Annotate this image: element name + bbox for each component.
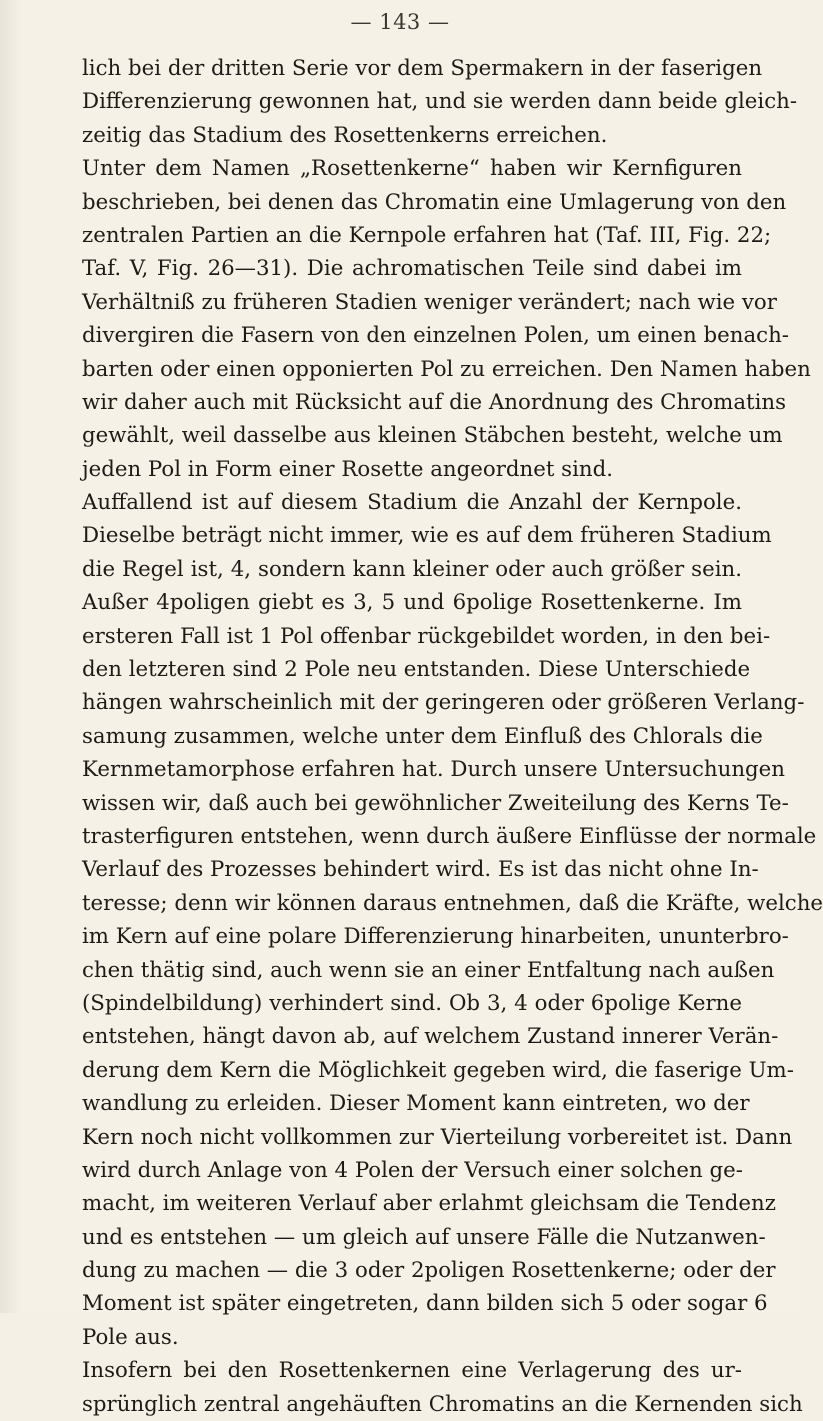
text-line: im Kern auf eine polare Differenzierung hinarbeiten, ununterbro- — [82, 924, 789, 950]
text-line: wandlung zu erleiden. Dieser Moment kann eintreten, wo der — [82, 1091, 750, 1117]
text-line: Auffallend ist auf diesem Stadium die Anzahl der Kernpole. — [82, 490, 742, 516]
text-line: Dieselbe beträgt nicht immer, wie es auf dem früheren Stadium — [82, 523, 772, 549]
text-line: Verhältniß zu früheren Stadien weniger verändert; nach wie vor — [82, 289, 777, 315]
text-line: beschrieben, bei denen das Chromatin eine Umlagerung von den — [82, 189, 787, 215]
text-line: derung dem Kern die Möglichkeit gegeben wird, die faserige Um- — [82, 1057, 794, 1083]
text-line: zeitig das Stadium des Rosettenkerns erreichen. — [82, 122, 608, 148]
text-line: Verlauf des Prozesses behindert wird. Es ist das nicht ohne In- — [82, 857, 759, 883]
text-line: sprünglich zentral angehäuften Chromatins an die Kernenden sich — [82, 1391, 803, 1417]
text-line: hängen wahrscheinlich mit der geringeren oder größeren Verlang- — [82, 690, 805, 716]
text-line: wird durch Anlage von 4 Polen der Versuch einer solchen ge- — [82, 1157, 743, 1183]
text-line: trasterfiguren entstehen, wenn durch äußere Einflüsse der normale — [82, 823, 817, 849]
text-line: Kernmetamorphose erfahren hat. Durch unsere Untersuchungen — [82, 757, 786, 783]
text-line: lich bei der dritten Serie vor dem Spermakern in der faserigen — [82, 56, 763, 81]
text-line: Moment ist später eingetreten, dann bilden sich 5 oder sogar 6 — [82, 1291, 768, 1317]
text-line: jeden Pol in Form einer Rosette angeordnet sind. — [82, 456, 614, 482]
body-text — [82, 52, 823, 1421]
text-line: den letzteren sind 2 Pole neu entstanden. Diese Unterschiede — [82, 657, 751, 683]
text-line: ersteren Fall ist 1 Pol offenbar rückgebildet worden, in den bei- — [82, 623, 771, 649]
text-line: entstehen, hängt davon ab, auf welchem Zustand innerer Verän- — [82, 1024, 779, 1050]
text-line: zentralen Partien an die Kernpole erfahren hat (Taf. III, Fig. 22; — [82, 222, 772, 248]
text-line: Taf. V, Fig. 26—31). Die achromatischen Teile sind dabei im — [82, 256, 742, 282]
text-line: teresse; denn wir können daraus entnehmen, daß die Kräfte, welche — [82, 890, 823, 916]
text-line: Pole aus. — [82, 1324, 179, 1350]
text-line: (Spindelbildung) verhindert sind. Ob 3, 4 oder 6polige Kerne — [82, 990, 742, 1016]
text-line: die Regel ist, 4, sondern kann kleiner oder auch größer sein. — [82, 556, 742, 582]
text-line: samung zusammen, welche unter dem Einfluß des Chlorals die — [82, 723, 763, 749]
text-line: Differenzierung gewonnen hat, und sie werden dann beide gleich- — [82, 89, 798, 115]
text-line: Kern noch nicht vollkommen zur Vierteilung vorbereitet ist. Dann — [82, 1124, 793, 1150]
text-line: und es entstehen — um gleich auf unsere Fälle die Nutzanwen- — [82, 1224, 766, 1250]
text-line: Außer 4poligen giebt es 3, 5 und 6polige Rosettenkerne. Im — [82, 590, 742, 616]
text-line: gewählt, weil dasselbe aus kleinen Stäbchen besteht, welche um — [82, 423, 783, 449]
text-line: Insofern bei den Rosettenkernen eine Verlagerung des ur- — [82, 1358, 742, 1384]
text-line: Unter dem Namen „Rosettenkerne“ haben wir Kernfiguren — [82, 156, 742, 182]
text-line: dung zu machen — die 3 oder 2poligen Rosettenkerne; oder der — [82, 1258, 776, 1284]
text-line: chen thätig sind, auch wenn sie an einer Entfaltung nach außen — [82, 957, 775, 983]
page-number: — 143 — — [350, 10, 450, 34]
text-line: barten oder einen opponierten Pol zu erreichen. Den Namen haben — [82, 356, 811, 382]
text-line: wissen wir, daß auch bei gewöhnlicher Zweiteilung des Kerns Te- — [82, 790, 789, 816]
text-line: macht, im weiteren Verlauf aber erlahmt gleichsam die Tendenz — [82, 1191, 776, 1217]
text-line: wir daher auch mit Rücksicht auf die Anordnung des Chromatins — [82, 389, 787, 415]
text-line: divergiren die Fasern von den einzelnen Polen, um einen benach- — [82, 323, 789, 349]
